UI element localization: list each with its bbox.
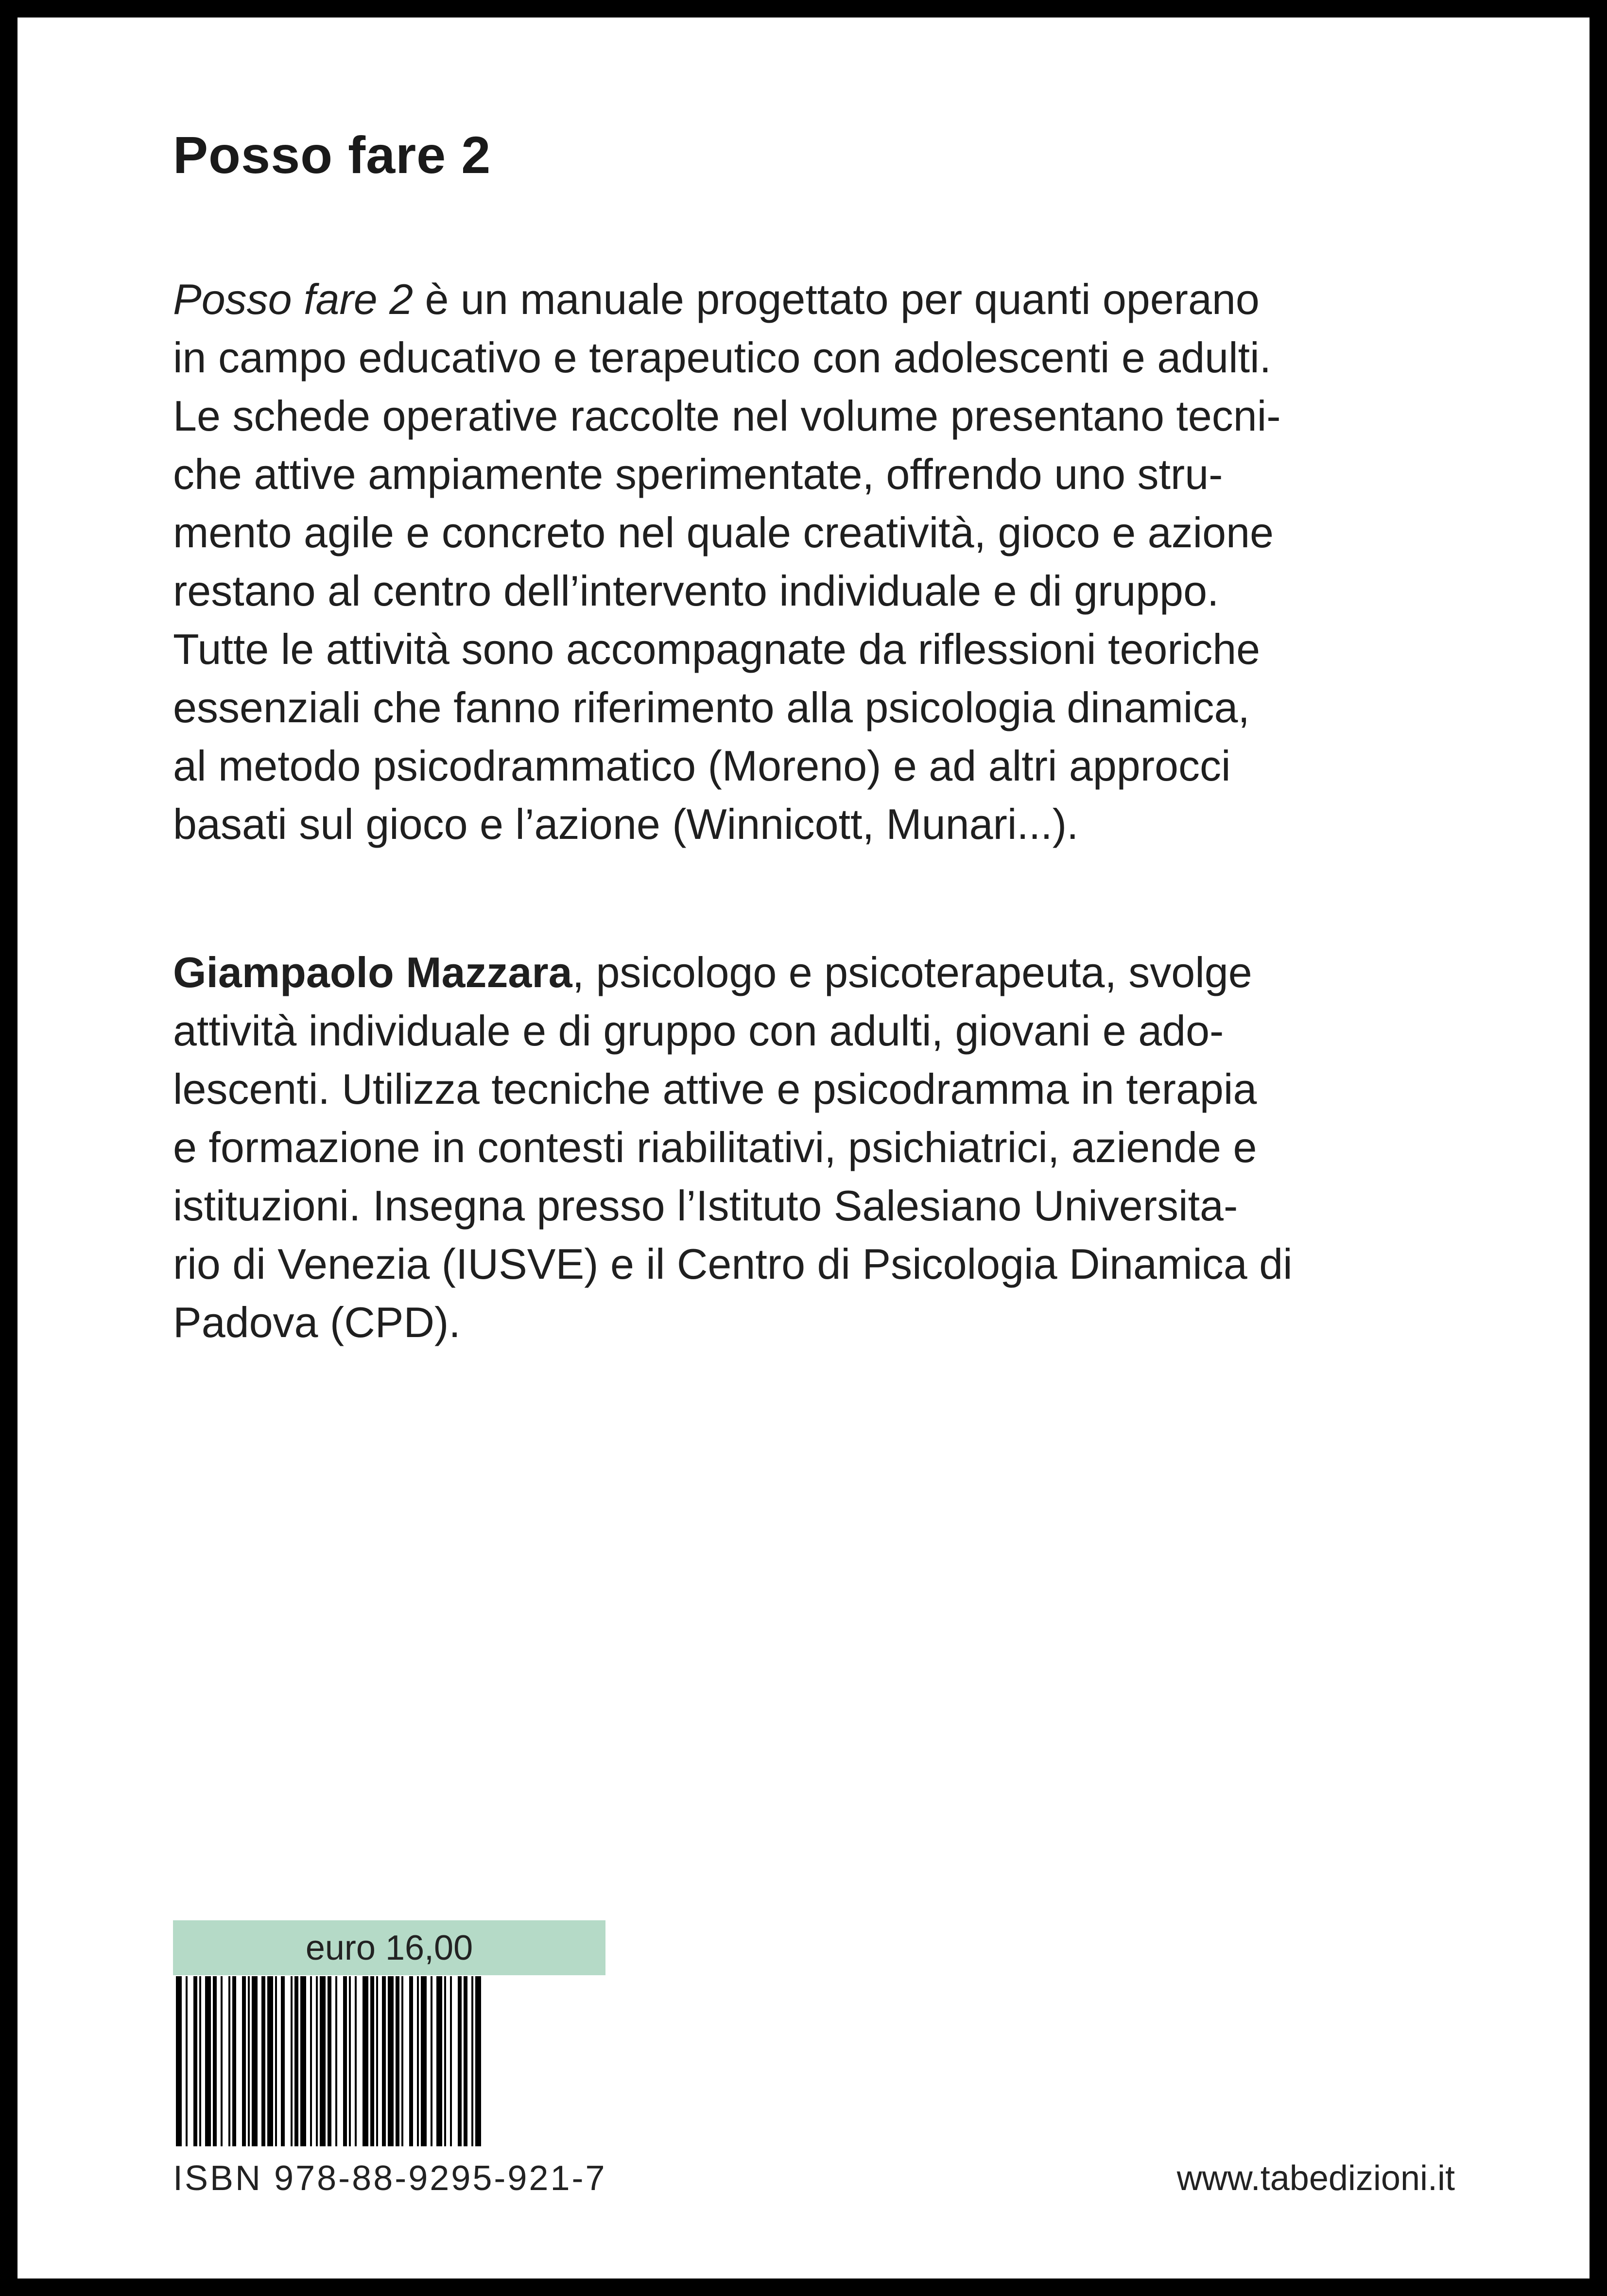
description-line: Le schede operative raccolte nel volume presentano tecni- — [173, 392, 1281, 440]
barcode-bar — [176, 1976, 182, 2146]
description-line-1: Posso fare 2 è un manuale progettato per quanti operano — [173, 275, 1260, 323]
barcode-bar — [242, 1976, 246, 2146]
barcode-bar — [275, 1976, 277, 2146]
description-paragraph — [173, 270, 1456, 853]
barcode-bar — [232, 1976, 236, 2146]
barcode — [173, 1976, 605, 2146]
author-bio-line: Padova (CPD). — [173, 1298, 461, 1346]
barcode-bar — [401, 1976, 403, 2146]
author-bio-line: rio di Venezia (IUSVE) e il Centro di Psicologia Dinamica di — [173, 1240, 1293, 1288]
description-line: al metodo psicodrammatico (Moreno) e ad altri approcci — [173, 742, 1231, 790]
book-title: Posso fare 2 — [173, 125, 491, 184]
barcode-bar — [320, 1976, 326, 2146]
barcode-bar — [355, 1976, 357, 2146]
author-bio-line: lescenti. Utilizza tecniche attive e psicodramma in terapia — [173, 1065, 1257, 1113]
barcode-bar — [471, 1976, 473, 2146]
barcode-bar — [281, 1976, 285, 2146]
barcode-bar — [444, 1976, 446, 2146]
back-cover — [17, 17, 1590, 2279]
barcode-bar — [294, 1976, 298, 2146]
author-bio-line: attività individuale e di gruppo con adulti, giovani e ado- — [173, 1007, 1224, 1055]
barcode-bar — [228, 1976, 230, 2146]
publisher-website: www.tabedizioni.it — [1176, 2159, 1455, 2198]
description-line: Tutte le attività sono accompagnate da riflessioni teoriche — [173, 625, 1261, 673]
description-line: mento agile e concreto nel quale creatività, gioco e azione — [173, 508, 1274, 557]
description-line: restano al centro dell’intervento individuale e di gruppo. — [173, 567, 1219, 615]
description-line: basati sul gioco e l’azione (Winnicott, Munari...). — [173, 800, 1079, 848]
barcode-bar — [382, 1976, 386, 2146]
barcode-bar — [376, 1976, 378, 2146]
description-italic-title: Posso fare 2 — [173, 275, 414, 323]
barcode-bar — [436, 1976, 442, 2146]
barcode-bar — [221, 1976, 223, 2146]
author-bio-line: e formazione in contesti riabilitativi, psichiatrici, aziende e — [173, 1123, 1257, 1171]
barcode-bar — [186, 1976, 188, 2146]
isbn-number: ISBN 978-88-9295-921-7 — [173, 2159, 607, 2198]
barcode-bar — [310, 1976, 312, 2146]
barcode-bar — [370, 1976, 374, 2146]
barcode-bar — [396, 1976, 399, 2146]
barcode-bar — [349, 1976, 351, 2146]
barcode-bar — [421, 1976, 427, 2146]
barcode-bar — [343, 1976, 347, 2146]
barcode-bar — [193, 1976, 197, 2146]
barcode-bar — [458, 1976, 462, 2146]
barcode-bar — [431, 1976, 432, 2146]
description-line: che attive ampiamente sperimentate, offrendo uno stru- — [173, 450, 1223, 498]
barcode-bar — [409, 1976, 413, 2146]
description-line: in campo educativo e terapeutico con adolescenti e adulti. — [173, 333, 1272, 382]
barcode-bar — [464, 1976, 467, 2146]
price-label: euro 16,00 — [173, 1920, 605, 1975]
barcode-bar — [205, 1976, 211, 2146]
barcode-bar — [291, 1976, 293, 2146]
author-bio-line-1: Giampaolo Mazzara, psicologo e psicoterapeuta, svolge — [173, 948, 1252, 996]
barcode-bar — [316, 1976, 318, 2146]
barcode-bar — [388, 1976, 394, 2146]
barcode-bar — [267, 1976, 273, 2146]
author-bio-line: istituzioni. Insegna presso l’Istituto Salesiano Universita- — [173, 1182, 1238, 1230]
author-bio-paragraph — [173, 943, 1456, 1352]
barcode-bar — [248, 1976, 250, 2146]
barcode-bar — [417, 1976, 419, 2146]
barcode-bar — [199, 1976, 201, 2146]
barcode-bar — [363, 1976, 368, 2146]
barcode-bar — [261, 1976, 265, 2146]
barcode-bar — [252, 1976, 258, 2146]
description-line: essenziali che fanno riferimento alla psicologia dinamica, — [173, 683, 1250, 731]
barcode-bar — [335, 1976, 337, 2146]
barcode-bar — [213, 1976, 217, 2146]
author-name: Giampaolo Mazzara — [173, 948, 572, 996]
barcode-bar — [300, 1976, 306, 2146]
barcode-bar — [328, 1976, 331, 2146]
barcode-bar — [450, 1976, 452, 2146]
barcode-bar — [475, 1976, 481, 2146]
